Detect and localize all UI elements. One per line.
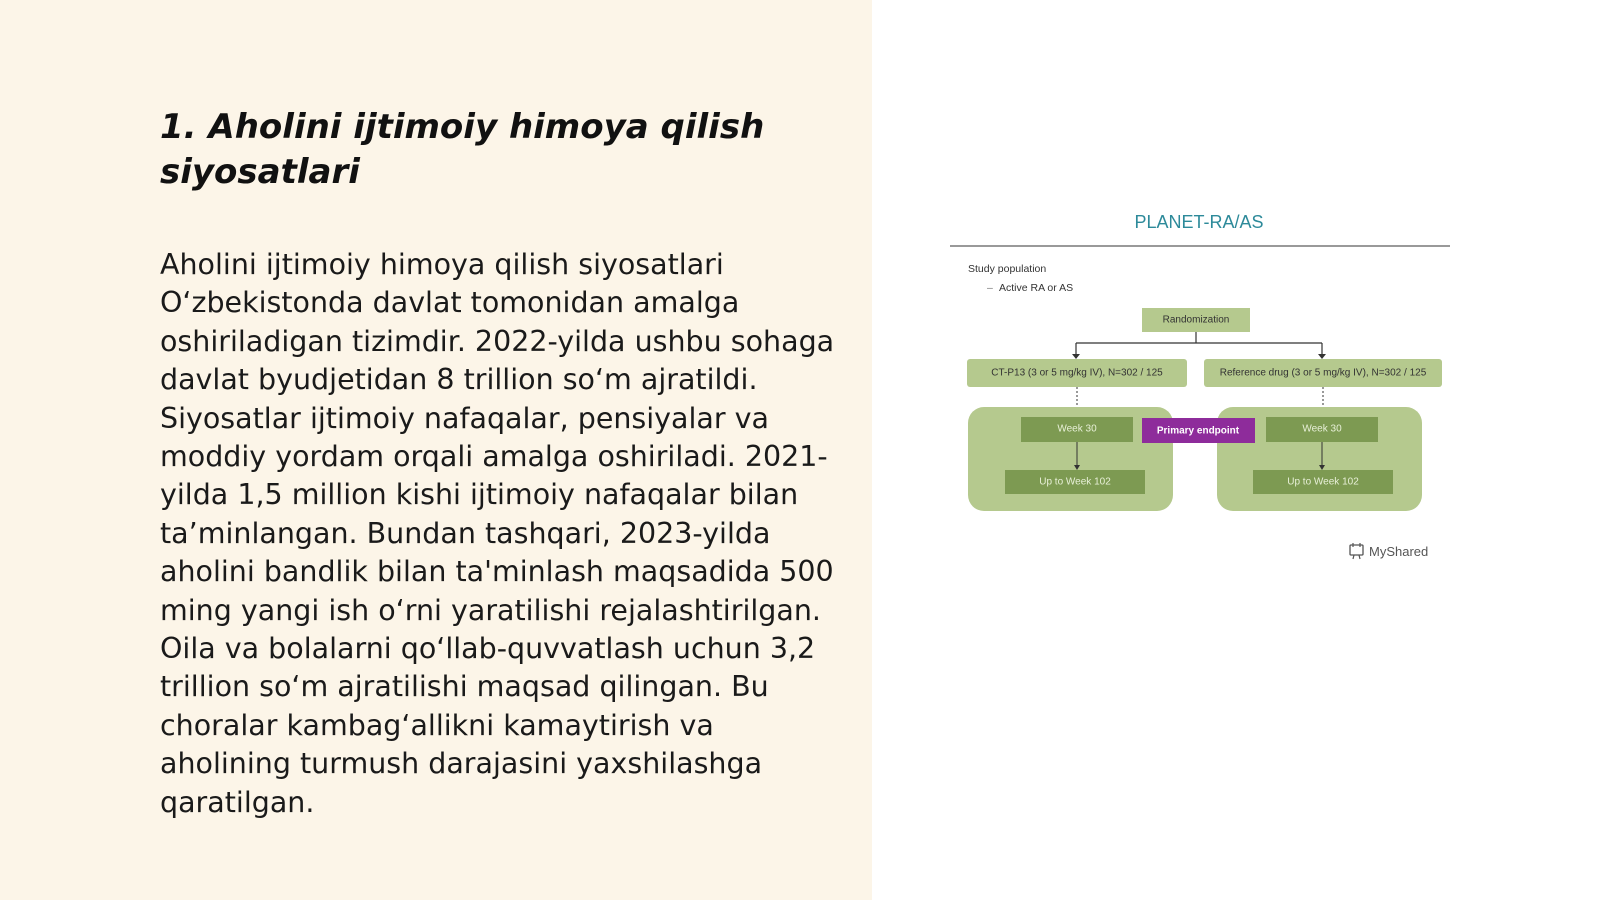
week102-right-label: Up to Week 102 <box>1287 476 1359 488</box>
primary-endpoint-label: Primary endpoint <box>1156 425 1240 437</box>
slide-body: Aholini ijtimoiy himoya qilish siyosatlari O‘zbekistonda davlat tomonidan amalga oshiriladigan tizimdir. 2022-yilda ushbu sohaga davlat byudjetidan 8 trillion so‘m ajratildi. Siyosatlar ijtimoiy nafaqalar, pensiyalar va moddiy yordam orqali amalga oshiriladi. 2021-yilda 1,5 million kishi ijtimoiy nafaqalar bilan ta’minlangan. Bundan tashqari, 2023-yilda aholini bandlik bilan ta'minlash maqsadida 500 ming yangi ish o‘rni yaratilishi rejalashtirilgan. Oila va bolalarni qo‘llab-quvvatlash uchun 3,2 trillion so‘m ajratilishi maqsad qilingan. Bu choralar kambag‘allikni kamaytirish va aholining turmush darajasini yaxshilashga qaratilgan. <box>160 248 835 819</box>
population-item: Active RA or AS <box>999 282 1074 294</box>
population-bullet: – <box>987 282 993 294</box>
arrow-left <box>1072 354 1080 359</box>
week102-left-label: Up to Week 102 <box>1039 476 1111 488</box>
randomization-label: Randomization <box>1162 314 1230 326</box>
slide-title: 1. Aholini ijtimoiy himoya qilish siyosatlari <box>160 107 765 192</box>
myshared-logo-icon <box>1350 543 1363 559</box>
diagram-title: PLANET-RA/AS <box>1134 212 1264 232</box>
week30-right-label: Week 30 <box>1302 423 1342 435</box>
image-panel <box>872 0 1600 900</box>
study-design-diagram <box>872 0 1600 900</box>
myshared-brand: MyShared <box>1369 544 1429 559</box>
study-population-label: Study population <box>968 263 1047 275</box>
week30-left-label: Week 30 <box>1057 423 1097 435</box>
arm-left-label: CT-P13 (3 or 5 mg/kg IV), N=302 / 125 <box>991 367 1163 379</box>
arrow-right <box>1318 354 1326 359</box>
arm-right-label: Reference drug (3 or 5 mg/kg IV), N=302 / 125 <box>1219 367 1427 379</box>
